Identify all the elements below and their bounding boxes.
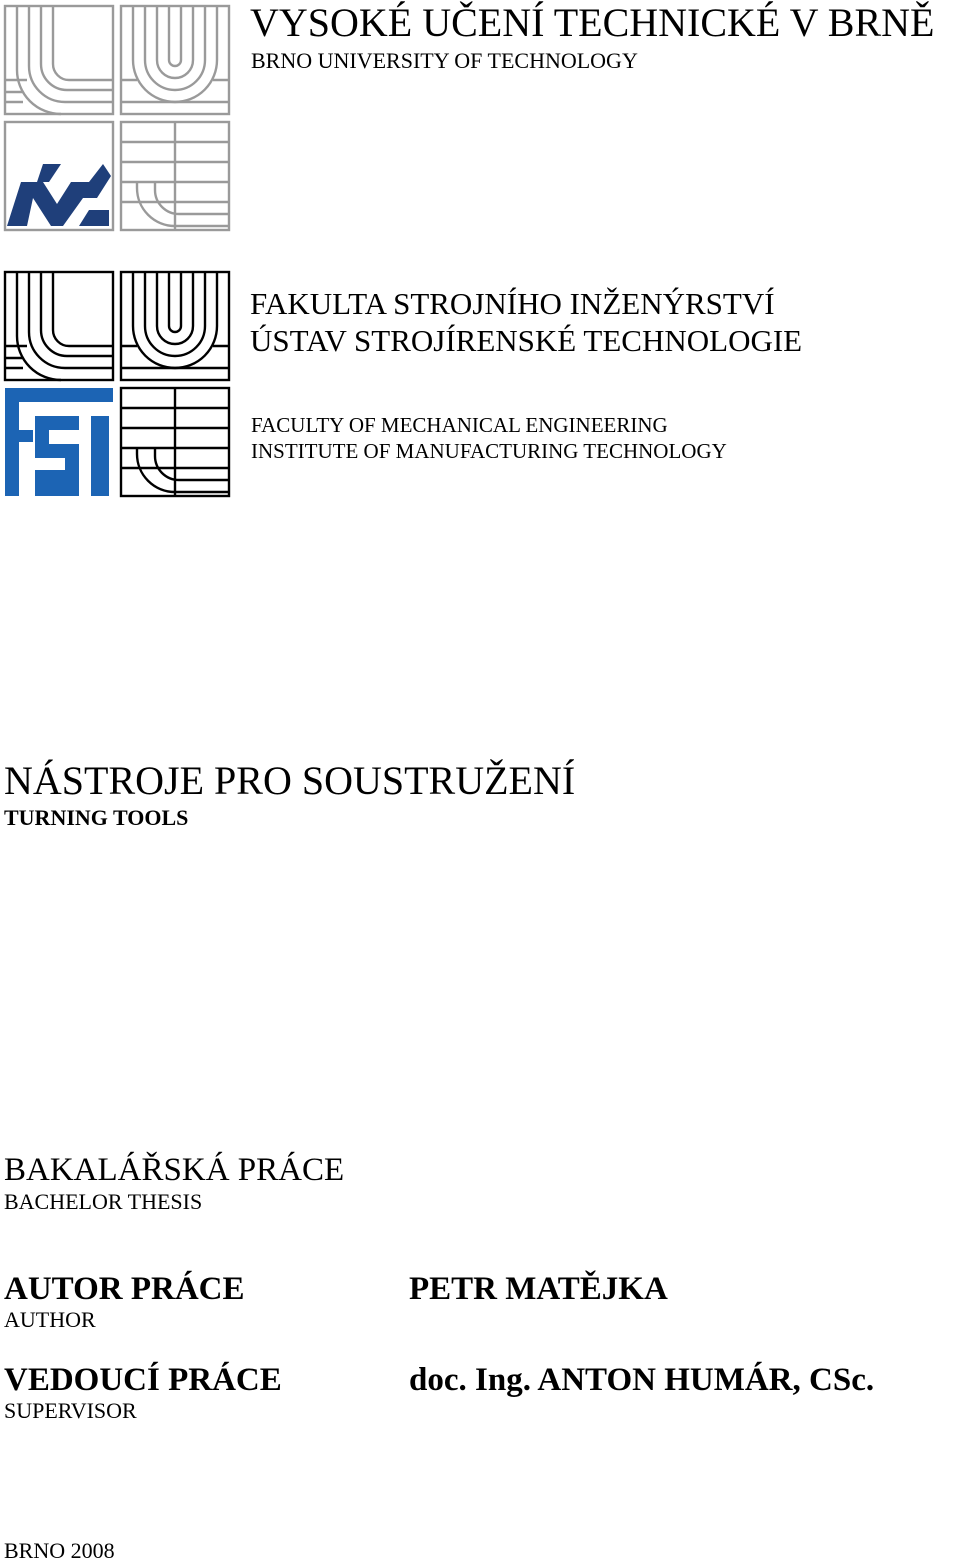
thesis-title-en: TURNING TOOLS bbox=[4, 805, 189, 830]
supervisor-label-en: SUPERVISOR bbox=[4, 1398, 137, 1423]
place-and-year: BRNO 2008 bbox=[4, 1538, 115, 1563]
author-label-cz: AUTOR PRÁCE bbox=[4, 1271, 245, 1307]
vut-university-logo bbox=[3, 4, 231, 234]
author-label-en: AUTHOR bbox=[4, 1307, 96, 1332]
thesis-type-cz: BAKALÁŘSKÁ PRÁCE bbox=[4, 1152, 345, 1188]
faculty-name-cz: FAKULTA STROJNÍHO INŽENÝRSTVÍ bbox=[250, 286, 775, 321]
institute-name-cz: ÚSTAV STROJÍRENSKÉ TECHNOLOGIE bbox=[250, 323, 803, 358]
supervisor-label-cz: VEDOUCÍ PRÁCE bbox=[4, 1362, 282, 1398]
author-name: PETR MATĚJKA bbox=[409, 1271, 668, 1307]
university-name-cz: VYSOKÉ UČENÍ TECHNICKÉ V BRNĚ bbox=[250, 0, 935, 45]
thesis-type-en: BACHELOR THESIS bbox=[4, 1189, 203, 1214]
faculty-name-en: FACULTY OF MECHANICAL ENGINEERING bbox=[251, 413, 668, 437]
fsi-faculty-logo bbox=[3, 270, 231, 498]
thesis-title-cz: NÁSTROJE PRO SOUSTRUŽENÍ bbox=[4, 758, 576, 803]
university-name-en: BRNO UNIVERSITY OF TECHNOLOGY bbox=[251, 48, 638, 73]
supervisor-name: doc. Ing. ANTON HUMÁR, CSc. bbox=[409, 1362, 875, 1398]
institute-name-en: INSTITUTE OF MANUFACTURING TECHNOLOGY bbox=[251, 439, 727, 463]
